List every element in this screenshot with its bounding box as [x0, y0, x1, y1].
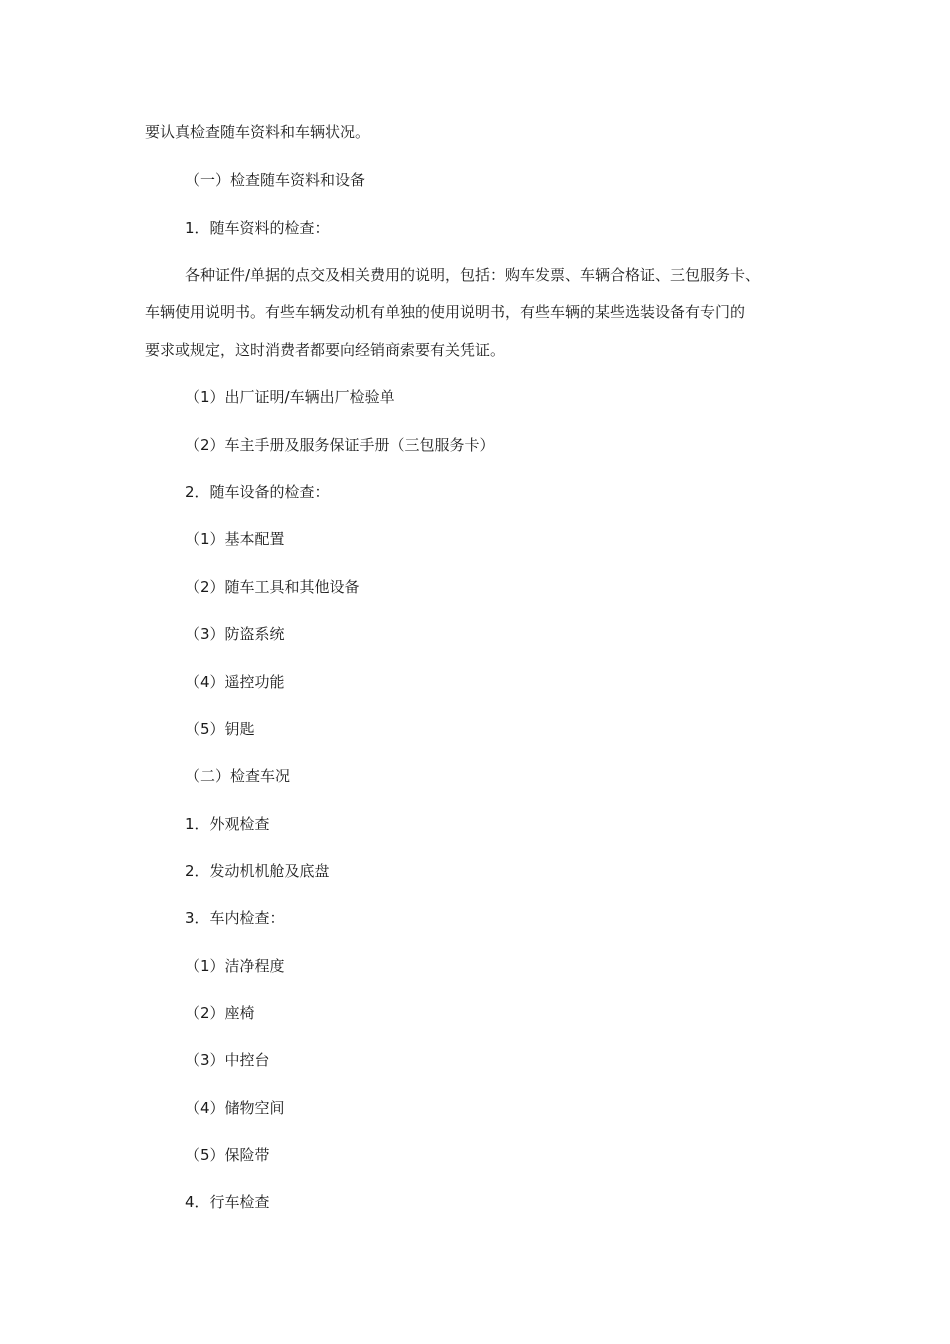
list-item: （1）洁净程度 — [185, 957, 285, 975]
list-item: （5）钥匙 — [185, 720, 255, 738]
list-item: （1）基本配置 — [185, 530, 285, 548]
list-item: （4）遥控功能 — [185, 673, 285, 691]
subheading-2-4: 4．行车检查 — [185, 1193, 270, 1211]
list-item: （2）座椅 — [185, 1004, 255, 1022]
paragraph-line-1: 各种证件/单据的点交及相关费用的说明，包括：购车发票、车辆合格证、三包服务卡、 — [185, 266, 761, 284]
list-item: （3）中控台 — [185, 1051, 270, 1069]
subheading-1-1: 1．随车资料的检查： — [185, 219, 330, 237]
list-item: （2）车主手册及服务保证手册（三包服务卡） — [185, 436, 495, 454]
section-heading-1: （一）检查随车资料和设备 — [185, 171, 366, 189]
section-heading-2: （二）检查车况 — [185, 767, 291, 785]
list-item: （2）随车工具和其他设备 — [185, 578, 360, 596]
intro-continuation-line: 要认真检查随车资料和车辆状况。 — [145, 123, 371, 141]
list-item: （5）保险带 — [185, 1146, 270, 1164]
subheading-2-2: 2．发动机机舱及底盘 — [185, 862, 330, 880]
list-item: （3）防盗系统 — [185, 625, 285, 643]
subheading-1-2: 2．随车设备的检查： — [185, 483, 330, 501]
subheading-2-1: 1．外观检查 — [185, 815, 270, 833]
paragraph-line-3: 要求或规定，这时消费者都要向经销商索要有关凭证。 — [145, 341, 506, 359]
subheading-2-3: 3．车内检查： — [185, 909, 285, 927]
list-item: （1）出厂证明/车辆出厂检验单 — [185, 388, 395, 406]
list-item: （4）储物空间 — [185, 1099, 285, 1117]
paragraph-line-2: 车辆使用说明书。有些车辆发动机有单独的使用说明书，有些车辆的某些选装设备有专门的 — [145, 303, 746, 321]
